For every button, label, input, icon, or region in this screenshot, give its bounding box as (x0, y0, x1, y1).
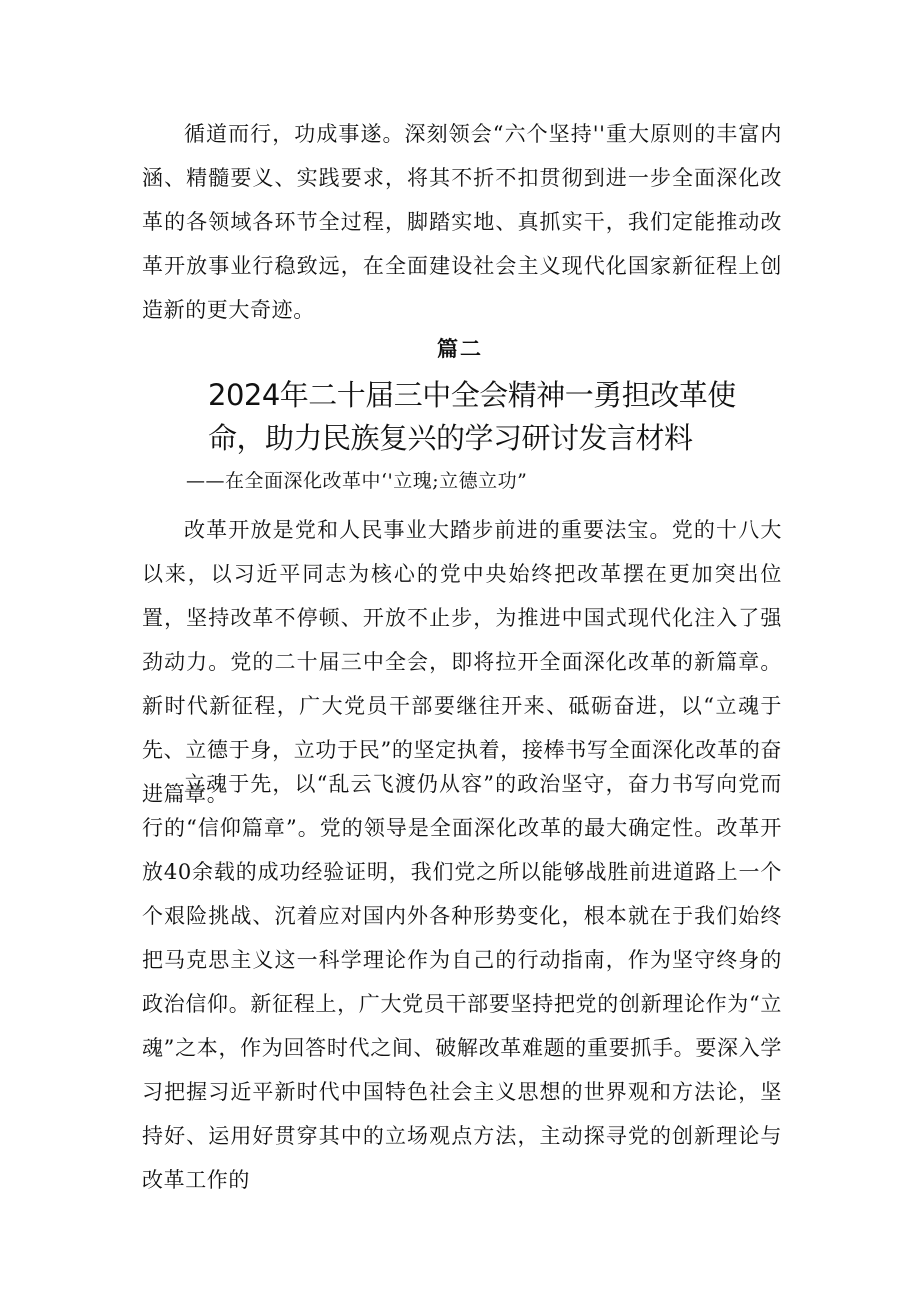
body-paragraph-faith: 立魂于先，以“乱云飞渡仍从容”的政治坚守，奋力书写向党而行的“信仰篇章”。党的领导是全面深化改革的最大确定性。改革开放40余载的成功经验证明，我们党之所以能够战胜前进道路上一个个艰险挑战、沉着应对国内外各种形势变化，根本就在于我们始终把马克思主义这一科学理论作为自己的行动指南，作为坚守终身的政治信仰。新征程上，广大党员干部要坚持把党的创新理论作为“立魂”之本，作为回答时代之间、破解改革难题的重要抓手。要深入学习把握习近平新时代中国特色社会主义思想的世界观和方法论，坚持好、运用好贯穿其中的立场观点方法，主动探寻党的创新理论与改革工作的 (142, 772, 782, 1192)
document-title: 2024年二十届三中全会精神一勇担改革使命，助力民族复兴的学习研讨发言材料 (208, 378, 736, 455)
body-paragraph-closing: 循道而行，功成事遂。深刻领会“六个坚持''重大原则的丰富内涵、精髓要义、实践要求，将其不折不扣贯彻到进一步全面深化改革的各领域各环节全过程，脚踏实地、真抓实干，我们定能推动改革开放事业行稳致远，在全面建设社会主义现代化国家新征程上创造新的更大奇迹。 (142, 122, 782, 322)
document-subtitle: ——在全面深化改革中‘'立瑰;立德立功” (186, 470, 528, 492)
body-paragraph-intro: 改革开放是党和人民事业大踏步前进的重要法宝。党的十八大以来，以习近平同志为核心的党中央始终把改革摆在更加突出位置，坚持改革不停顿、开放不止步，为推进中国式现代化注入了强劲动力。党的二十届三中全会，即将拉开全面深化改革的新篇章。新时代新征程，广大党员干部要继往开来、砥砺奋进，以“立魂于先、立德于身，立功于民”的坚定执着，接棒书写全面深化改革的奋进篇章。 (142, 518, 782, 806)
section-label: 篇二 (437, 336, 483, 361)
